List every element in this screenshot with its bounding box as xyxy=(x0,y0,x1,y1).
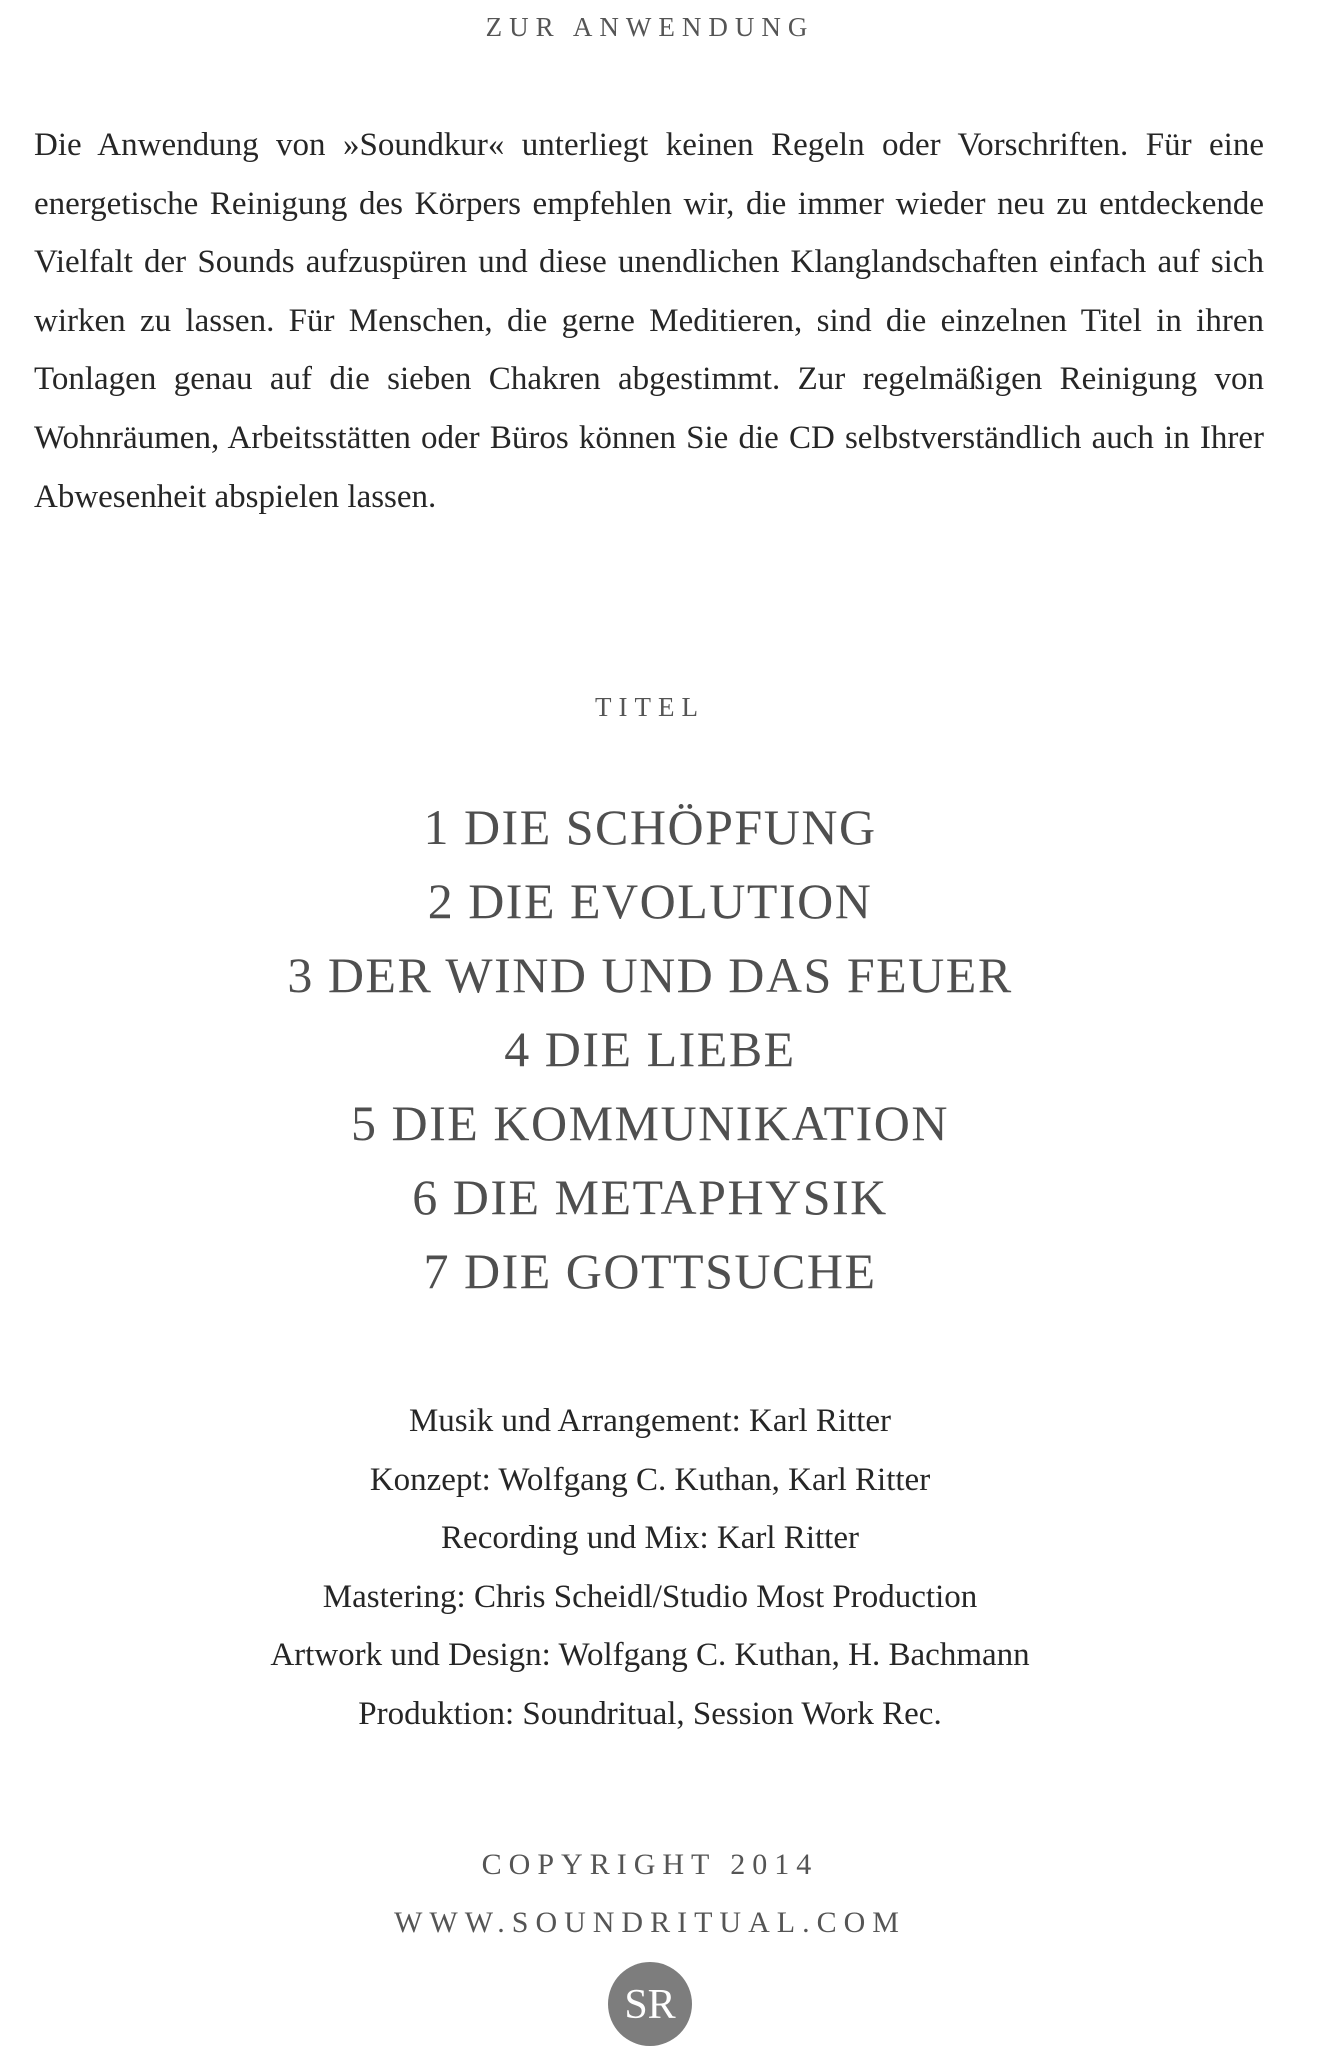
track-item: 1 DIE SCHÖPFUNG xyxy=(423,799,877,855)
credits-list xyxy=(0,1392,1300,1743)
track-item: 4 DIE LIEBE xyxy=(504,1021,796,1077)
credit-line: Musik und Arrangement: Karl Ritter xyxy=(408,1403,892,1439)
website-text: WWW.SOUNDRITUAL.COM xyxy=(394,1906,906,1939)
footer xyxy=(0,1836,1300,1952)
soundritual-logo-icon xyxy=(608,1962,692,2046)
track-item: 7 DIE GOTTSUCHE xyxy=(423,1243,877,1299)
credit-line: Konzept: Wolfgang C. Kuthan, Karl Ritter xyxy=(369,1461,931,1498)
track-item: 5 DIE KOMMUNIKATION xyxy=(351,1095,949,1151)
credit-line: Mastering: Chris Scheidl/Studio Most Production xyxy=(322,1578,978,1615)
track-list xyxy=(0,790,1300,1308)
usage-text: Die Anwendung von »Soundkur« unterliegt keinen Regeln oder Vorschriften. Für eine energetische Reinigung des Körpers empfehlen wir, die immer wieder neu zu entdeckende Vielfalt der Sounds aufzuspüren und diese unendlichen Klanglandschaften einfach auf sich wirken zu lassen. Für Menschen, die gerne Meditieren, sind die einzelnen Titel in ihren Tonlagen genau auf die sieben Chakren abgestimmt. Zur regelmäßigen Reinigung von Wohnräumen, Arbeitsstätten oder Büros können Sie die CD selbstverständlich auch in Ihrer Abwesenheit abspielen lassen. xyxy=(34,127,1264,515)
credit-line: Artwork und Design: Wolfgang C. Kuthan, H. Bachmann xyxy=(270,1637,1030,1673)
credit-line: Recording und Mix: Karl Ritter xyxy=(441,1520,859,1556)
copyright-text: COPYRIGHT 2014 xyxy=(481,1848,819,1881)
track-item: 6 DIE METAPHYSIK xyxy=(412,1169,888,1225)
titles-heading: TITEL xyxy=(595,692,705,722)
track-item: 3 DER WIND UND DAS FEUER xyxy=(287,947,1013,1003)
usage-heading: ZUR ANWENDUNG xyxy=(485,12,815,42)
logo-monogram: SR xyxy=(624,1982,676,2028)
credit-line: Produktion: Soundritual, Session Work Rec. xyxy=(358,1695,942,1732)
track-item: 2 DIE EVOLUTION xyxy=(427,873,873,929)
